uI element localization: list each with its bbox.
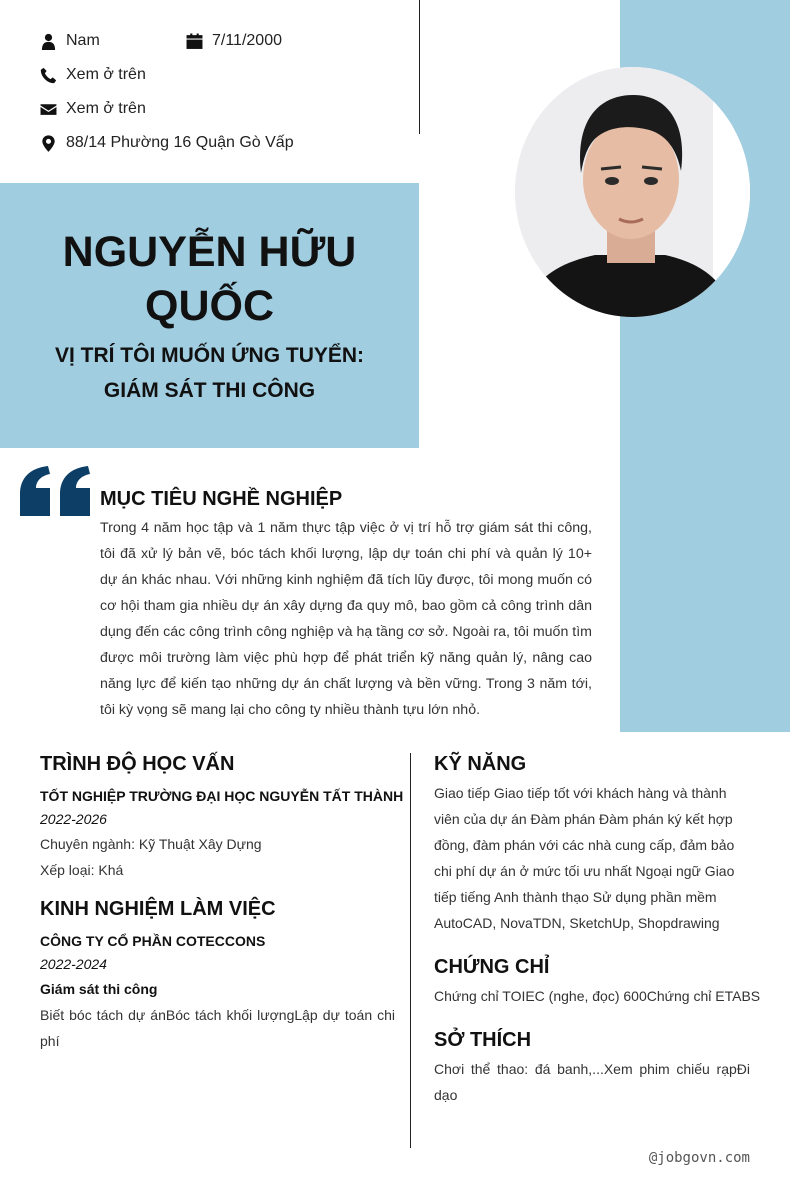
location-pin-icon [39,134,57,152]
skills-heading: KỸ NĂNG [434,753,527,775]
position-line-1: VỊ TRÍ TÔI MUỐN ỨNG TUYỂN: [54,344,365,367]
gender-text: Nam [66,32,100,49]
contact-birthday [185,32,282,50]
contact-email [39,100,146,118]
calendar-icon [185,32,203,50]
education-school: TỐT NGHIỆP TRƯỜNG ĐẠI HỌC NGUYỄN TẤT THÀNH [40,788,404,804]
person-icon [39,32,57,50]
name-line-2: QUỐC [145,282,274,330]
name-line-1: NGUYỄN HỮU [62,228,357,276]
experience-period: 2022-2024 [40,956,107,972]
name-block [0,183,419,448]
education-major: Chuyên ngành: Kỹ Thuật Xây Dựng [40,836,262,852]
certificates-text: Chứng chỉ TOIEC (nghe, đọc) 600Chứng chỉ ETABS [434,988,761,1004]
experience-description: Biết bóc tách dự ánBóc tách khối lượngLập dự toán chi phí [40,1007,395,1049]
address-text: 88/14 Phường 16 Quận Gò Vấp [66,134,294,151]
contact-gender [39,32,100,50]
contact-phone [39,66,146,84]
skills-text: Giao tiếp Giao tiếp tốt với khách hàng và thành viên của dự án Đàm phán Đàm phán ký kết hợp đồng, đàm phán với các nhà cung cấp, đảm bảo chi phí dự án ở mức tối ưu nhất Ngoại ngữ Giao tiếp tiếng Anh thành thạo Sử dụng phần mềm AutoCAD, NovaTDN, SketchUp, Shopdrawing [434,785,735,931]
education-heading: TRÌNH ĐỘ HỌC VẤN [40,753,235,775]
certificates-heading: CHỨNG CHỈ [434,956,550,978]
profile-photo [515,67,750,317]
candidate-name [0,225,419,333]
phone-text: Xem ở trên [66,66,146,83]
objective-text: Trong 4 năm học tập và 1 năm thực tập việc ở vị trí hỗ trợ giám sát thi công, tôi đã xử lý bản vẽ, bóc tách khối lượng, lập dự toán chi phí và quản lý 10+ dự án khác nhau. Với những kinh nghiệm đã tích lũy được, tôi mong muốn có cơ hội tham gia nhiều dự án xây dựng đa quy mô, bao gồm cả công trình dân dụng đến các công trình công nghiệp và hạ tầng cơ sở. Ngoài ra, tôi muốn tìm được môi trường làm việc phù hợp để phát triển kỹ năng quản lý, nâng cao năng lực để kiến tạo những dự án chất lượng và bền vững. Trong 3 năm tới, tôi kỳ vọng sẽ mang lại cho công ty nhiều thành tựu lớn nhỏ. [100,520,592,718]
experience-role: Giám sát thi công [40,981,158,997]
phone-icon [39,66,57,84]
divider-vertical-top [419,0,420,134]
education-period: 2022-2026 [40,811,107,827]
divider-vertical-middle [410,753,411,1148]
hobbies-text: Chơi thể thao: đá banh,...Xem phim chiếu rạpĐi dạo [434,1061,750,1103]
position-line-2: GIÁM SÁT THI CÔNG [103,379,316,402]
email-text: Xem ở trên [66,100,146,117]
education-grade: Xếp loại: Khá [40,862,124,878]
watermark: @jobgovn.com [648,1150,750,1166]
objective-heading: MỤC TIÊU NGHỀ NGHIỆP [100,488,343,510]
mail-icon [39,100,57,118]
experience-company: CÔNG TY CỔ PHẦN COTECCONS [40,933,266,949]
birthday-text: 7/11/2000 [212,32,282,49]
quote-icon [18,460,92,522]
experience-heading: KINH NGHIỆM LÀM VIỆC [40,898,276,920]
hobbies-heading: SỞ THÍCH [434,1029,532,1051]
contact-address [39,134,294,152]
desired-position [0,338,419,408]
